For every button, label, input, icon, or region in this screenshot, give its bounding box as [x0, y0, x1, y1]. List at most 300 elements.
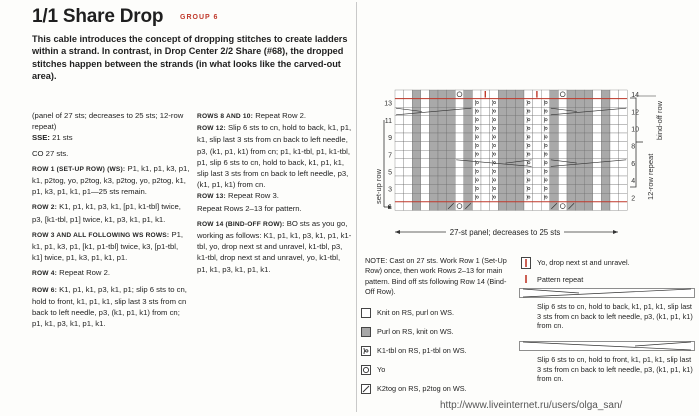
chart-cell: [558, 202, 567, 211]
chart-cell: [593, 202, 602, 211]
chart-cell: [490, 142, 499, 151]
row-1-text: P1, k1, p1, k3, p1, k1, p2tog, yo, p2tog, k3, p2tog, yo, p2tog, k1, p1, k3, p1, k1, p1—25 sts remain.: [32, 163, 190, 197]
purl-swatch-icon: [361, 327, 371, 337]
page-title: 1/1 Share Drop: [32, 6, 164, 27]
chart-cell: [438, 159, 447, 168]
panel-width-arrow-left: [395, 230, 400, 234]
chart-cell: [464, 185, 473, 194]
chart-cell: [490, 133, 499, 142]
chart-cell: [447, 159, 456, 168]
chart-cell: [455, 116, 464, 125]
chart-cell: [533, 176, 542, 185]
chart-cell: [507, 124, 516, 133]
chart-cell: [558, 116, 567, 125]
chart-cell: [593, 99, 602, 108]
chart-cell: [447, 133, 456, 142]
chart-cell: [541, 107, 550, 116]
chart-cell: [610, 176, 619, 185]
panel-width-arrow-right: [613, 230, 618, 234]
chart-cell: [576, 142, 585, 151]
chart-cell: [447, 116, 456, 125]
chart-cell: [481, 116, 490, 125]
legend-cable-back: Slip 6 sts to cn, hold to back, k1, p1, k1, slip last 3 sts from cn back to left needle, p3, (k1, p1, k1) from cn.: [537, 302, 693, 331]
cable-front-symbol-icon: [519, 341, 695, 351]
chart-cell: [481, 107, 490, 116]
chart-cell: [438, 193, 447, 202]
chart-cell: [421, 142, 430, 151]
chart-cell: [429, 90, 438, 99]
chart-cell: [610, 202, 619, 211]
chart-cell: [524, 185, 533, 194]
row-number-left: 3: [388, 186, 392, 194]
chart-cell: [584, 116, 593, 125]
chart-cell: [610, 107, 619, 116]
row-number-left: 11: [384, 117, 392, 125]
chart-cell: [395, 90, 404, 99]
chart-cell: [429, 176, 438, 185]
chart-cell: [558, 167, 567, 176]
legend-right: [517, 256, 697, 398]
chart-cell: [421, 90, 430, 99]
chart-cell: [490, 167, 499, 176]
chart-cell: [524, 167, 533, 176]
chart-cell: [481, 167, 490, 176]
chart-cell: [395, 202, 404, 211]
chart-cell: [412, 116, 421, 125]
chart-cell: [472, 193, 481, 202]
chart-cell: [576, 99, 585, 108]
chart-cell: [541, 90, 550, 99]
chart-cell: [515, 133, 524, 142]
chart-cell: [550, 193, 559, 202]
chart-cell: [558, 150, 567, 159]
chart-cell: [404, 142, 413, 151]
chart-cell: [438, 99, 447, 108]
chart-cell: [455, 176, 464, 185]
chart-cell: [533, 99, 542, 108]
chart-cell: [481, 202, 490, 211]
chart-cell: [498, 142, 507, 151]
row-4-text: Repeat Row 2.: [59, 268, 111, 278]
chart-cell: [447, 150, 456, 159]
chart-cell: [395, 142, 404, 151]
chart-cell: [498, 133, 507, 142]
chart-cell: [576, 124, 585, 133]
chart-cell: [429, 116, 438, 125]
chart-cell: [507, 142, 516, 151]
setup-row-label: set-up row: [374, 168, 383, 204]
chart-cell: [619, 124, 628, 133]
chart-cell: [533, 185, 542, 194]
chart-cell: [464, 176, 473, 185]
chart-cell: [429, 99, 438, 108]
chart-cell: [490, 124, 499, 133]
row-8-label: ROWS 8 AND 10:: [197, 113, 254, 120]
chart-cell: [584, 185, 593, 194]
chart-cell: [567, 176, 576, 185]
chart-cell: [481, 193, 490, 202]
chart-cell: [584, 193, 593, 202]
row-13-instruction: [197, 190, 352, 202]
chart-cell: [550, 167, 559, 176]
chart-cell: [610, 133, 619, 142]
row-12-instruction: [197, 122, 352, 190]
chart-cell: [464, 150, 473, 159]
legend-knit: Knit on RS, purl on WS.: [377, 308, 455, 317]
chart-cell: [524, 142, 533, 151]
chart-cell: [507, 202, 516, 211]
chart-cell: [412, 142, 421, 151]
chart-cell: [601, 107, 610, 116]
bind-off-label: bind-off row: [655, 100, 664, 140]
chart-cell: [593, 150, 602, 159]
chart-cell: [524, 116, 533, 125]
chart-grid: [395, 90, 627, 210]
chart-cell: [524, 99, 533, 108]
chart-cell: [438, 202, 447, 211]
cast-on-line: CO 27 sts.: [32, 148, 69, 158]
chart-cell: [507, 193, 516, 202]
chart-cell: [507, 90, 516, 99]
chart-cell: [412, 185, 421, 194]
chart-cell: [429, 167, 438, 176]
stitch-chart: [360, 86, 696, 246]
chart-cell: [498, 159, 507, 168]
chart-cell: [507, 167, 516, 176]
chart-cell: [541, 142, 550, 151]
chart-cell: [421, 167, 430, 176]
row-3-instruction: [32, 229, 190, 264]
chart-cell: [619, 90, 628, 99]
chart-cell: [447, 90, 456, 99]
legend-cable-front: Slip 6 sts to cn, hold to front, k1, p1, k1, slip last 3 sts from cn back to left needle, p3, (k1, p1, k1) from cn.: [537, 355, 693, 384]
chart-cell: [395, 124, 404, 133]
chart-cell: [447, 193, 456, 202]
chart-cell: [515, 167, 524, 176]
chart-cell: [507, 176, 516, 185]
chart-cell: [421, 176, 430, 185]
chart-cell: [524, 90, 533, 99]
chart-cell: [447, 167, 456, 176]
chart-cell: [576, 202, 585, 211]
chart-cell: [404, 133, 413, 142]
chart-cell: [533, 133, 542, 142]
chart-cell: [541, 176, 550, 185]
row-3-label: ROW 3 AND ALL FOLLOWING WS ROWS:: [32, 231, 170, 239]
chart-cell: [593, 185, 602, 194]
chart-cell: [472, 202, 481, 211]
chart-cell: [619, 116, 628, 125]
legend-drop: Yo, drop next st and unravel.: [537, 258, 630, 267]
chart-cell: [619, 150, 628, 159]
chart-cell: [498, 150, 507, 159]
chart-cell: [464, 90, 473, 99]
chart-cell: [610, 150, 619, 159]
chart-cell: [584, 176, 593, 185]
chart-cell: [558, 185, 567, 194]
chart-cell: [455, 167, 464, 176]
chart-cell: [455, 185, 464, 194]
chart-cell: [576, 185, 585, 194]
k1-tbl-icon: [361, 346, 371, 356]
instructions-column-left: [32, 110, 190, 329]
legend-left: [357, 306, 507, 401]
row-8-instruction: [197, 110, 352, 122]
chart-cell: [395, 133, 404, 142]
chart-cell: [567, 193, 576, 202]
chart-cell: [464, 116, 473, 125]
row-8-text: Repeat Row 2.: [255, 111, 307, 120]
chart-cell: [490, 90, 499, 99]
chart-cell: [619, 99, 628, 108]
chart-cell: [541, 99, 550, 108]
chart-cell: [455, 193, 464, 202]
chart-cell: [429, 193, 438, 202]
chart-cell: [412, 167, 421, 176]
chart-cell: [421, 193, 430, 202]
chart-cell: [438, 185, 447, 194]
chart-cell: [550, 142, 559, 151]
chart-cell: [412, 193, 421, 202]
chart-cell: [515, 185, 524, 194]
chart-cell: [619, 193, 628, 202]
chart-cell: [567, 107, 576, 116]
chart-cell: [567, 116, 576, 125]
chart-cell: [498, 185, 507, 194]
chart-cell: [533, 193, 542, 202]
chart-cell: [524, 193, 533, 202]
chart-cell: [404, 99, 413, 108]
chart-cell: [576, 90, 585, 99]
chart-cell: [498, 90, 507, 99]
chart-cell: [404, 124, 413, 133]
chart-cell: [447, 185, 456, 194]
panel-caption: 27-st panel; decreases to 25 sts: [449, 228, 561, 237]
chart-cell: [515, 176, 524, 185]
chart-cell: [472, 176, 481, 185]
chart-cell: [498, 99, 507, 108]
chart-cell: [438, 176, 447, 185]
row-number-right: 14: [631, 92, 639, 100]
chart-cell: [610, 159, 619, 168]
chart-cell: [576, 150, 585, 159]
chart-cell: [421, 99, 430, 108]
chart-cell: [455, 90, 464, 99]
chart-cell: [610, 90, 619, 99]
chart-cell: [515, 142, 524, 151]
chart-cell: [593, 116, 602, 125]
row-number-right: 12: [631, 109, 639, 117]
chart-cell: [558, 99, 567, 108]
chart-cell: [472, 107, 481, 116]
chart-cell: [464, 142, 473, 151]
chart-cell: [619, 167, 628, 176]
chart-cell: [472, 116, 481, 125]
chart-cell: [498, 176, 507, 185]
chart-cell: [593, 167, 602, 176]
chart-cell: [584, 167, 593, 176]
row-number-left: 7: [388, 152, 392, 160]
chart-cell: [395, 185, 404, 194]
chart-cell: [533, 167, 542, 176]
chart-cell: [524, 107, 533, 116]
chart-cell: [429, 150, 438, 159]
chart-cell: [481, 99, 490, 108]
chart-cell: [550, 185, 559, 194]
chart-cell: [429, 185, 438, 194]
chart-cell: [412, 159, 421, 168]
row-2-label: ROW 2:: [32, 204, 58, 212]
chart-cell: [412, 124, 421, 133]
chart-cell: [593, 133, 602, 142]
chart-cell: [507, 133, 516, 142]
row-14-instruction: [197, 218, 352, 275]
chart-cell: [610, 167, 619, 176]
chart-cell: [412, 150, 421, 159]
chart-cell: [550, 99, 559, 108]
chart-cell: [567, 124, 576, 133]
chart-cell: [412, 90, 421, 99]
chart-cell: [412, 107, 421, 116]
chart-cell: [524, 133, 533, 142]
chart-cell: [601, 116, 610, 125]
chart-cell: [455, 142, 464, 151]
chart-cell: [404, 150, 413, 159]
chart-cell: [404, 193, 413, 202]
sse-value: 21 sts: [52, 133, 73, 143]
chart-cell: [515, 202, 524, 211]
chart-cell: [619, 133, 628, 142]
chart-cell: [619, 176, 628, 185]
drop-stitch-icon: [521, 257, 531, 269]
chart-cell: [601, 90, 610, 99]
chart-cell: [558, 90, 567, 99]
row-2-text: K1, p1, k1, p3, k1, [p1, k1-tbl] twice, p3, [k1-tbl, p1] twice, k1, p3, k1, p1, k1.: [32, 202, 181, 224]
cable-back-symbol-icon: [519, 288, 695, 298]
chart-cell: [455, 133, 464, 142]
chart-cell: [429, 124, 438, 133]
chart-cell: [447, 142, 456, 151]
sse-label: SSE:: [32, 133, 50, 143]
chart-cell: [619, 185, 628, 194]
row-1-instruction: [32, 163, 190, 198]
chart-cell: [593, 90, 602, 99]
chart-cell: [558, 142, 567, 151]
chart-cell: [447, 99, 456, 108]
chart-cell: [567, 159, 576, 168]
chart-cell: [601, 202, 610, 211]
chart-cell: [584, 124, 593, 133]
chart-cell: [464, 167, 473, 176]
chart-cell: [404, 185, 413, 194]
chart-cell: [601, 124, 610, 133]
chart-cell: [472, 133, 481, 142]
chart-cell: [610, 142, 619, 151]
chart-cell: [472, 99, 481, 108]
group-label: GROUP 6: [180, 14, 219, 21]
chart-cell: [593, 142, 602, 151]
chart-cell: [438, 116, 447, 125]
chart-cell: [421, 185, 430, 194]
chart-cell: [524, 202, 533, 211]
chart-cell: [601, 167, 610, 176]
chart-cell: [481, 142, 490, 151]
chart-cell: [395, 167, 404, 176]
chart-cell: [541, 150, 550, 159]
chart-cell: [541, 167, 550, 176]
chart-cell: [412, 202, 421, 211]
chart-cell: [567, 150, 576, 159]
chart-cell: [464, 133, 473, 142]
chart-cell: [533, 150, 542, 159]
repeat-label: 12-row repeat: [646, 153, 655, 200]
chart-cell: [541, 193, 550, 202]
chart-cell: [472, 185, 481, 194]
chart-cell: [412, 176, 421, 185]
chart-cell: [567, 142, 576, 151]
chart-cell: [490, 193, 499, 202]
chart-cell: [404, 202, 413, 211]
chart-cell: [498, 202, 507, 211]
chart-cell: [455, 150, 464, 159]
instructions-column-middle: [197, 110, 352, 275]
row-4-instruction: [32, 267, 190, 279]
chart-cell: [490, 116, 499, 125]
legend-purl: Purl on RS, knit on WS.: [377, 327, 454, 336]
chart-cell: [610, 124, 619, 133]
row-number-right: 10: [631, 126, 639, 134]
chart-cell: [524, 176, 533, 185]
chart-cell: [601, 150, 610, 159]
chart-cell: [601, 176, 610, 185]
chart-cell: [601, 142, 610, 151]
chart-cell: [610, 99, 619, 108]
row-3-text: P1, k1, p1, k3, p1, [k1, p1-tbl] twice, k3, [p1-tbl, k1] twice, p1, k3, p1, k1, p1.: [32, 229, 183, 263]
chart-cell: [524, 124, 533, 133]
chart-cell: [584, 202, 593, 211]
row-number-right: 2: [631, 195, 636, 203]
chart-cell: [515, 116, 524, 125]
chart-cell: [447, 176, 456, 185]
intro-paragraph: This cable introduces the concept of dropping stitches to create ladders within a strand. In contrast, in Drop Center 2/2 Share (#68), the dropped stitches happen between the strands (in what looks like the carved-out area).: [32, 34, 348, 82]
chart-cell: [593, 193, 602, 202]
chart-cell: [438, 133, 447, 142]
row-number-left: 5: [388, 169, 392, 177]
chart-cell: [558, 107, 567, 116]
chart-cell: [507, 107, 516, 116]
row-number-left: 9: [388, 135, 392, 143]
row-number-right: 4: [631, 178, 636, 186]
chart-cell: [533, 107, 542, 116]
chart-cell: [472, 90, 481, 99]
chart-cell: [429, 202, 438, 211]
chart-cell: [507, 185, 516, 194]
row-6-instruction: [32, 284, 190, 330]
chart-cell: [541, 159, 550, 168]
chart-cell: [498, 193, 507, 202]
chart-cell: [438, 167, 447, 176]
chart-cell: [507, 99, 516, 108]
legend-ktbl: K1-tbl on RS, p1-tbl on WS.: [377, 346, 467, 355]
chart-cell: [455, 202, 464, 211]
chart-cell: [601, 185, 610, 194]
chart-cell: [541, 185, 550, 194]
chart-cell: [541, 202, 550, 211]
chart-cell: [550, 133, 559, 142]
chart-cell: [464, 159, 473, 168]
chart-cell: [481, 185, 490, 194]
row-2-instruction: [32, 201, 190, 224]
